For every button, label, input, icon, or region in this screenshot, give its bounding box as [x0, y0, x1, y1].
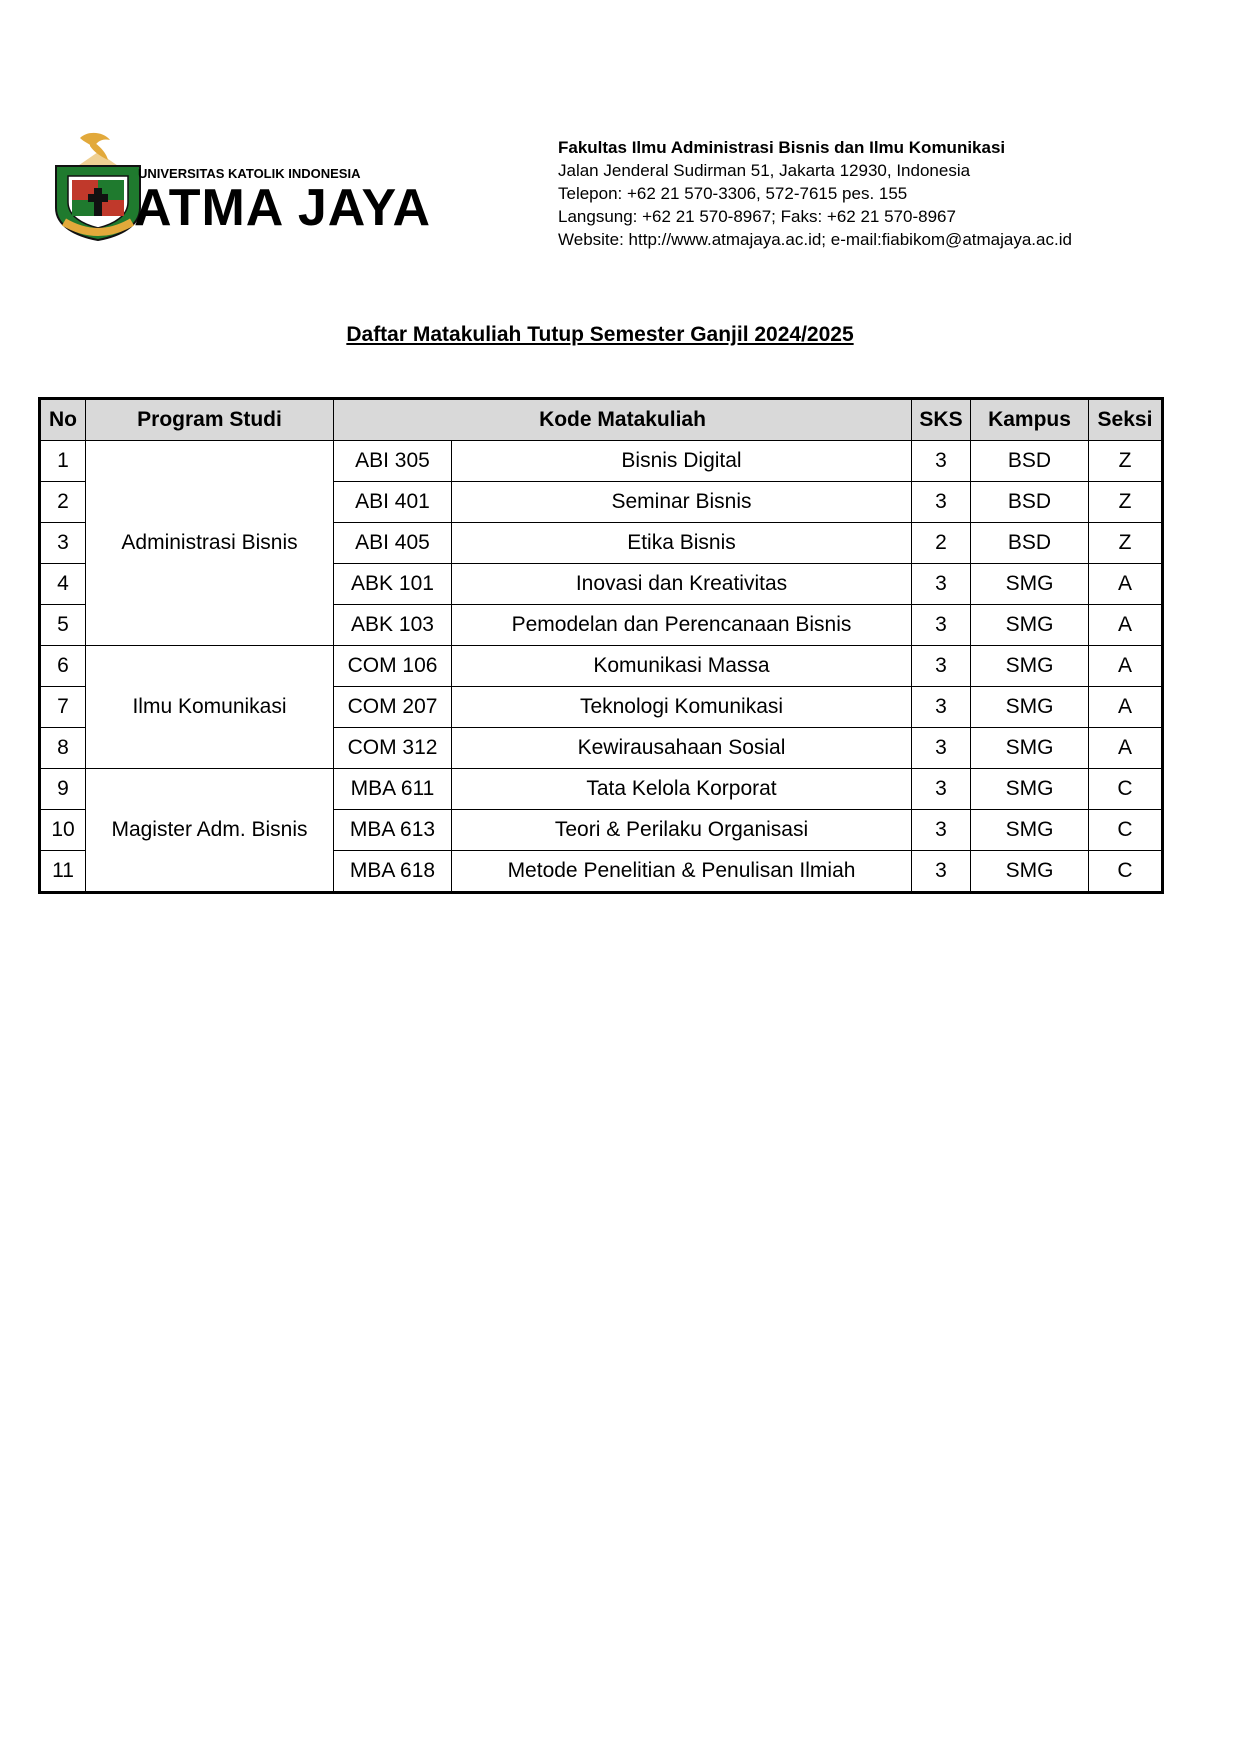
- row-no: 3: [40, 523, 86, 564]
- course-name: Komunikasi Massa: [452, 646, 912, 687]
- course-name: Tata Kelola Korporat: [452, 769, 912, 810]
- header-sks: SKS: [912, 399, 971, 441]
- course-section: Z: [1089, 441, 1163, 482]
- course-section: A: [1089, 687, 1163, 728]
- course-section: Z: [1089, 482, 1163, 523]
- header-campus: Kampus: [971, 399, 1089, 441]
- course-name: Teknologi Komunikasi: [452, 687, 912, 728]
- course-code: ABK 103: [334, 605, 452, 646]
- course-section: C: [1089, 810, 1163, 851]
- table-row: [40, 769, 1163, 810]
- course-code: ABI 405: [334, 523, 452, 564]
- program-cell: Magister Adm. Bisnis: [86, 769, 334, 893]
- header-program: Program Studi: [86, 399, 334, 441]
- course-campus: BSD: [971, 441, 1089, 482]
- course-code: COM 207: [334, 687, 452, 728]
- course-campus: SMG: [971, 605, 1089, 646]
- program-cell: Ilmu Komunikasi: [86, 646, 334, 769]
- course-section: A: [1089, 564, 1163, 605]
- table-row: [40, 441, 1163, 482]
- course-sks: 2: [912, 523, 971, 564]
- row-no: 4: [40, 564, 86, 605]
- course-code: ABK 101: [334, 564, 452, 605]
- course-campus: SMG: [971, 851, 1089, 893]
- course-section: C: [1089, 769, 1163, 810]
- row-no: 11: [40, 851, 86, 893]
- course-name: Etika Bisnis: [452, 523, 912, 564]
- course-section: A: [1089, 605, 1163, 646]
- course-name: Pemodelan dan Perencanaan Bisnis: [452, 605, 912, 646]
- row-no: 7: [40, 687, 86, 728]
- course-code: MBA 613: [334, 810, 452, 851]
- row-no: 2: [40, 482, 86, 523]
- address-line: Jalan Jenderal Sudirman 51, Jakarta 12930, Indonesia: [558, 161, 971, 180]
- direct-line: Langsung: +62 21 570-8967; Faks: +62 21 570-8967: [558, 207, 956, 226]
- course-sks: 3: [912, 646, 971, 687]
- course-sks: 3: [912, 851, 971, 893]
- course-campus: BSD: [971, 482, 1089, 523]
- course-name: Seminar Bisnis: [452, 482, 912, 523]
- course-section: A: [1089, 646, 1163, 687]
- row-no: 6: [40, 646, 86, 687]
- course-sks: 3: [912, 441, 971, 482]
- course-campus: SMG: [971, 687, 1089, 728]
- course-section: Z: [1089, 523, 1163, 564]
- course-sks: 3: [912, 482, 971, 523]
- course-sks: 3: [912, 605, 971, 646]
- course-code: MBA 618: [334, 851, 452, 893]
- faculty-name: Fakultas Ilmu Administrasi Bisnis dan Ilmu Komunikasi: [558, 138, 1006, 157]
- row-no: 8: [40, 728, 86, 769]
- university-logo: [50, 130, 432, 242]
- row-no: 1: [40, 441, 86, 482]
- header-code: Kode Matakuliah: [334, 399, 912, 441]
- brand-name: ATMA JAYA: [134, 179, 432, 237]
- phone-line: Telepon: +62 21 570-3306, 572-7615 pes. 155: [558, 184, 908, 203]
- header-no: No: [40, 399, 86, 441]
- course-sks: 3: [912, 728, 971, 769]
- course-code: MBA 611: [334, 769, 452, 810]
- row-no: 5: [40, 605, 86, 646]
- program-cell: Administrasi Bisnis: [86, 441, 334, 646]
- course-campus: SMG: [971, 728, 1089, 769]
- course-code: ABI 305: [334, 441, 452, 482]
- course-name: Bisnis Digital: [452, 441, 912, 482]
- course-name: Metode Penelitian & Penulisan Ilmiah: [452, 851, 912, 893]
- row-no: 10: [40, 810, 86, 851]
- faculty-contact-block: [558, 136, 1072, 251]
- course-name: Teori & Perilaku Organisasi: [452, 810, 912, 851]
- course-sks: 3: [912, 810, 971, 851]
- table-row: [40, 646, 1163, 687]
- course-section: A: [1089, 728, 1163, 769]
- course-sks: 3: [912, 564, 971, 605]
- course-sks: 3: [912, 769, 971, 810]
- course-section: C: [1089, 851, 1163, 893]
- header-section: Seksi: [1089, 399, 1163, 441]
- course-name: Kewirausahaan Sosial: [452, 728, 912, 769]
- row-no: 9: [40, 769, 86, 810]
- university-name: UNIVERSITAS KATOLIK INDONESIA: [138, 166, 361, 181]
- course-code: COM 106: [334, 646, 452, 687]
- course-campus: SMG: [971, 810, 1089, 851]
- course-campus: SMG: [971, 769, 1089, 810]
- course-code: ABI 401: [334, 482, 452, 523]
- document-title: Daftar Matakuliah Tutup Semester Ganjil 2024/2025: [346, 323, 854, 346]
- course-table: [38, 397, 1164, 894]
- table-header-row: [40, 399, 1163, 441]
- course-campus: BSD: [971, 523, 1089, 564]
- course-sks: 3: [912, 687, 971, 728]
- course-campus: SMG: [971, 564, 1089, 605]
- course-code: COM 312: [334, 728, 452, 769]
- university-seal-icon: [50, 130, 146, 242]
- course-name: Inovasi dan Kreativitas: [452, 564, 912, 605]
- course-campus: SMG: [971, 646, 1089, 687]
- website-line: Website: http://www.atmajaya.ac.id; e-mail:fiabikom@atmajaya.ac.id: [558, 230, 1072, 249]
